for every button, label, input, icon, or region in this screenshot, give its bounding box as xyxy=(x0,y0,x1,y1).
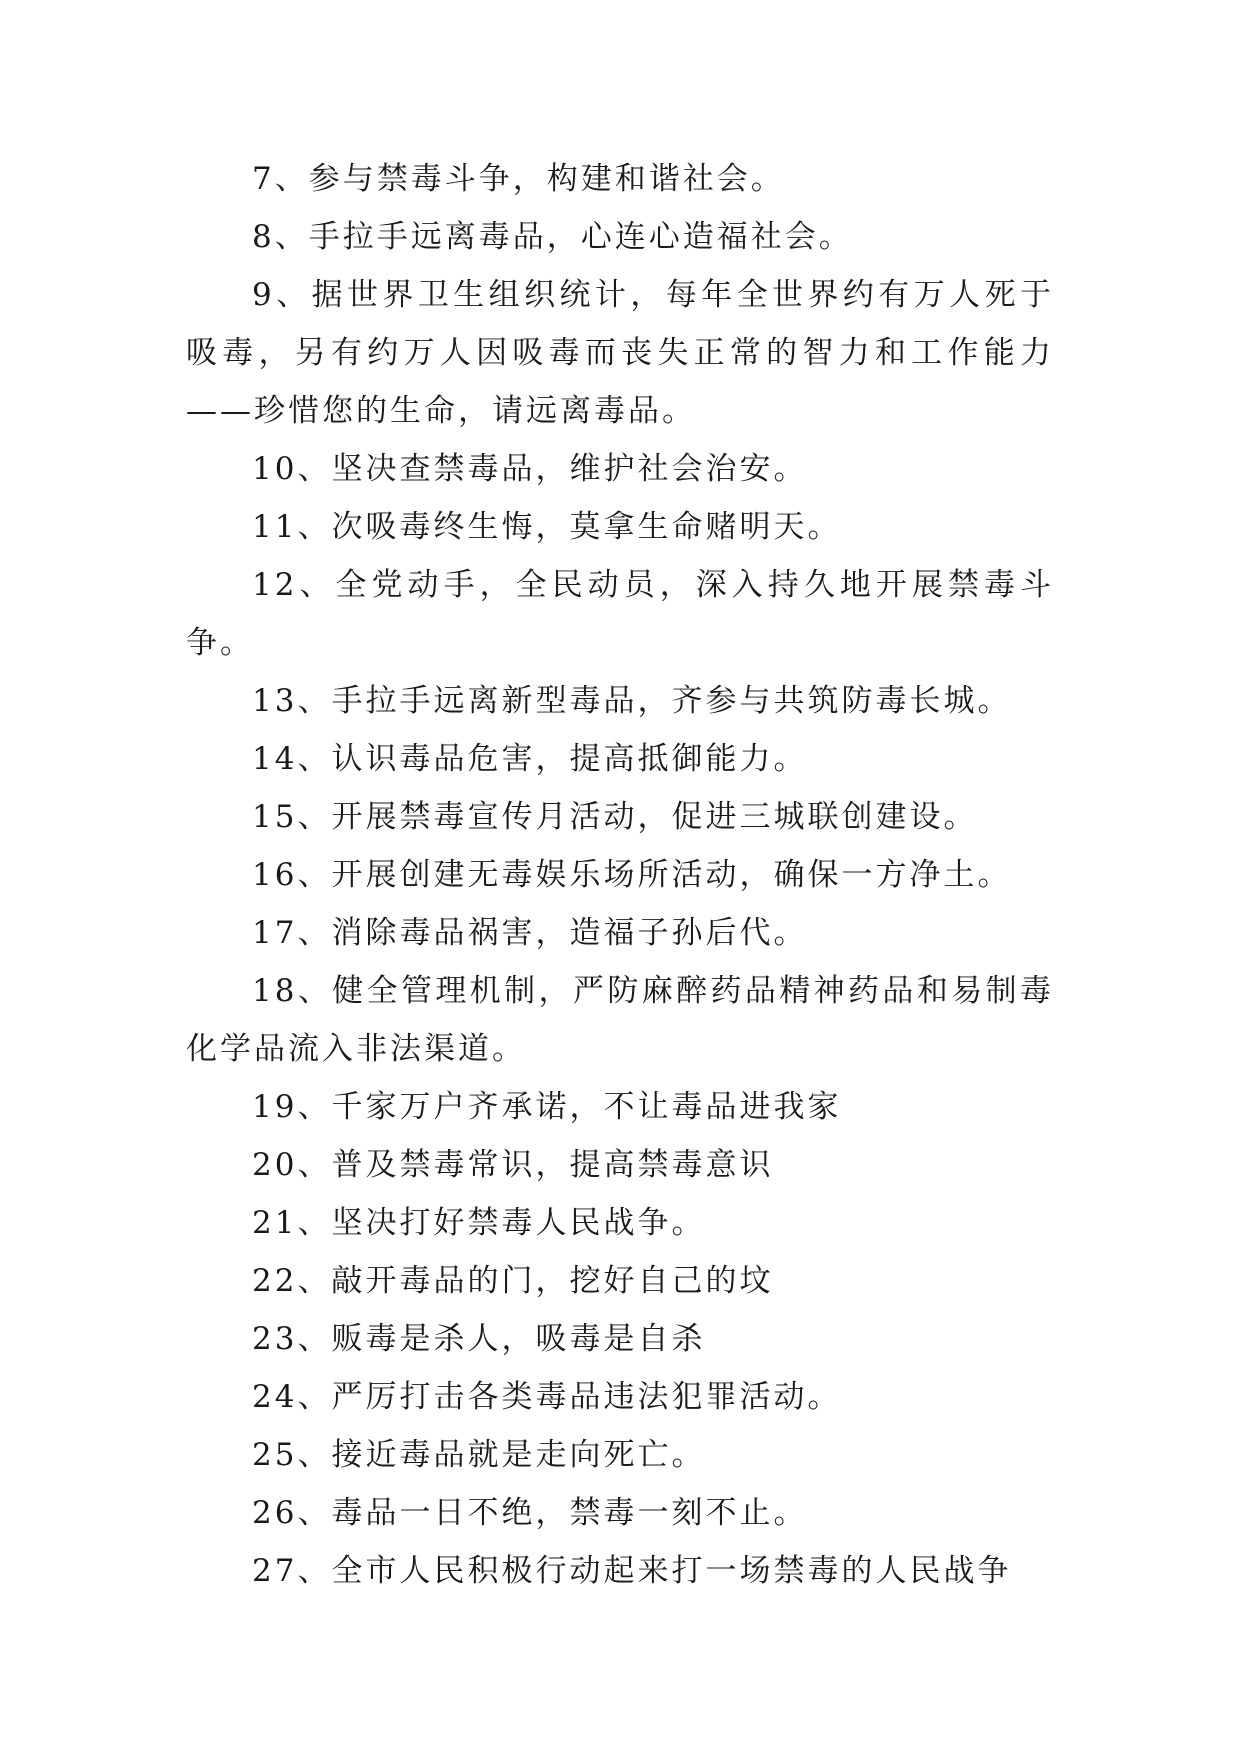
list-item: 7、参与禁毒斗争，构建和谐社会。 xyxy=(252,161,785,197)
slogan-list xyxy=(186,150,1054,1600)
list-item: 9、据世界卫生组织统计，每年全世界约有万人死于吸毒，另有约万人因吸毒而丧失正常的智力和工作能力——珍惜您的生命，请远离毒品。 xyxy=(186,277,1054,429)
list-item: 15、开展禁毒宣传月活动，促进三城联创建设。 xyxy=(252,799,978,835)
list-item: 11、次吸毒终生悔，莫拿生命赌明天。 xyxy=(252,509,842,545)
list-item: 27、全市人民积极行动起来打一场禁毒的人民战争 xyxy=(252,1553,1012,1589)
list-item: 14、认识毒品危害，提高抵御能力。 xyxy=(252,741,808,777)
list-item: 22、敲开毒品的门，挖好自己的坟 xyxy=(252,1263,774,1299)
list-item: 20、普及禁毒常识，提高禁毒意识 xyxy=(252,1147,774,1183)
list-item: 25、接近毒品就是走向死亡。 xyxy=(252,1437,706,1473)
list-item: 19、千家万户齐承诺，不让毒品进我家 xyxy=(252,1089,842,1125)
list-item: 8、手拉手远离毒品，心连心造福社会。 xyxy=(252,219,853,255)
list-item: 12、全党动手，全民动员，深入持久地开展禁毒斗争。 xyxy=(186,567,1054,661)
list-item: 23、贩毒是杀人，吸毒是自杀 xyxy=(252,1321,706,1357)
list-item: 24、严厉打击各类毒品违法犯罪活动。 xyxy=(252,1379,842,1415)
list-item: 26、毒品一日不绝，禁毒一刻不止。 xyxy=(252,1495,808,1531)
list-item: 17、消除毒品祸害，造福子孙后代。 xyxy=(252,915,808,951)
list-item: 10、坚决查禁毒品，维护社会治安。 xyxy=(252,451,808,487)
list-item: 18、健全管理机制，严防麻醉药品精神药品和易制毒化学品流入非法渠道。 xyxy=(186,973,1054,1067)
list-item: 13、手拉手远离新型毒品，齐参与共筑防毒长城。 xyxy=(252,683,1012,719)
list-item: 16、开展创建无毒娱乐场所活动，确保一方净土。 xyxy=(252,857,1012,893)
list-item: 21、坚决打好禁毒人民战争。 xyxy=(252,1205,706,1241)
